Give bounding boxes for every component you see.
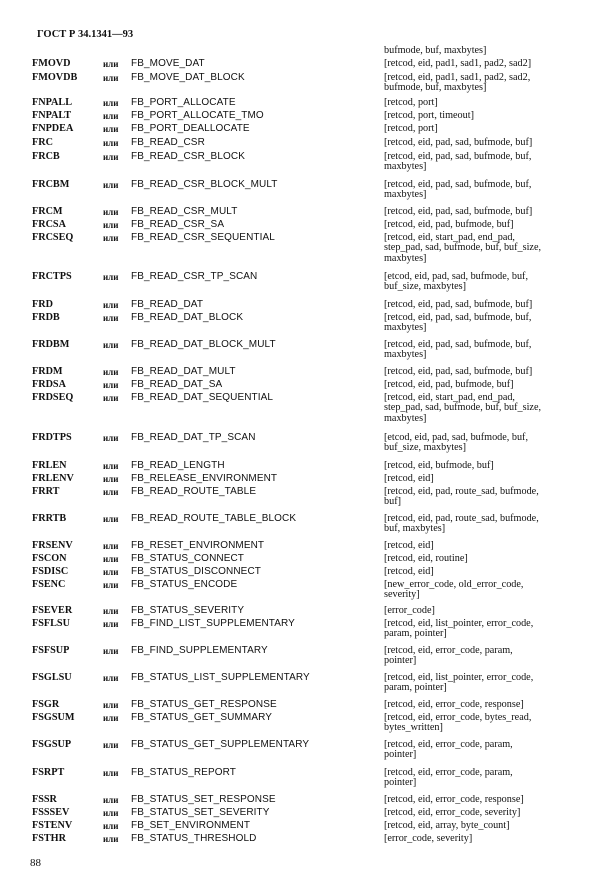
entry-param-line: maxbytes] (384, 349, 427, 361)
entry-code: FSDISC (32, 566, 69, 577)
entry-code: FRLEN (32, 460, 67, 471)
entry-param-line: bufmode, buf, maxbytes] (384, 82, 487, 94)
entry-conjunction: или (103, 233, 119, 243)
entry-param-line: [retcod, eid, error_code, response] (384, 699, 524, 710)
entry-params (384, 713, 584, 734)
entry-conjunction: или (103, 138, 119, 148)
entry-params (384, 619, 584, 640)
entry-param-line: [retcod, eid, list_pointer, error_code, (384, 618, 534, 629)
entry-code: FRRTB (32, 513, 67, 524)
entry-conjunction: или (103, 152, 119, 162)
entry-params (384, 474, 584, 484)
entry-params (384, 580, 584, 601)
entry-code: FRLENV (32, 473, 74, 484)
entry-function-name: FB_STATUS_LIST_SUPPLEMENTARY (131, 672, 310, 683)
entry-param-line: maxbytes] (384, 412, 427, 424)
entry-function-name: FB_READ_CSR_MULT (131, 206, 238, 217)
entry-code: FSCON (32, 553, 67, 564)
entry-conjunction: или (103, 567, 119, 577)
entry-params (384, 673, 584, 694)
entry-param-line: [retcod, eid, pad, sad, bufmode, buf] (384, 206, 533, 217)
entry-param-line: bufmode, buf, maxbytes] (384, 45, 487, 56)
entry-param-line: [retcod, eid, routine] (384, 553, 468, 564)
entry-param-line: step_pad, sad, bufmode, buf, buf_size, (384, 242, 542, 254)
entry-params (384, 646, 584, 667)
entry-conjunction: или (103, 580, 119, 590)
entry-params (384, 272, 584, 293)
entry-param-line: [retcod, eid, pad, route_sad, bufmode, (384, 486, 539, 497)
entry-param-line: bytes_written] (384, 722, 443, 734)
entry-conjunction: или (103, 59, 119, 69)
entry-params (384, 461, 584, 471)
entry-function-name: FB_RESET_ENVIRONMENT (131, 540, 265, 551)
entry-param-line: maxbytes] (384, 322, 427, 334)
entry-function-name: FB_STATUS_THRESHOLD (131, 833, 257, 844)
entry-code: FSGSUP (32, 739, 72, 750)
entry-function-name: FB_READ_DAT_BLOCK (131, 312, 244, 323)
entry-conjunction: или (103, 474, 119, 484)
entry-function-name: FB_PORT_ALLOCATE_TMO (131, 110, 264, 121)
entry-param-line: [retcod, eid, pad, sad, bufmode, buf, (384, 151, 532, 162)
entry-param-line: [retcod, eid, list_pointer, error_code, (384, 672, 534, 683)
entry-param-line: [retcod, eid, pad1, sad1, pad2, sad2, (384, 72, 531, 83)
entry-params (384, 834, 584, 844)
entry-conjunction: или (103, 619, 119, 629)
entry-params (384, 821, 584, 831)
entry-param-line: [retcod, eid] (384, 540, 434, 551)
entry-conjunction: или (103, 313, 119, 323)
entry-function-name: FB_READ_DAT_SA (131, 379, 223, 390)
entry-param-line: [retcod, eid, pad, bufmode, buf] (384, 379, 514, 390)
entry-function-name: FB_READ_DAT (131, 299, 204, 310)
entry-code: FSSSEV (32, 807, 70, 818)
entry-param-line: buf] (384, 496, 401, 508)
entry-params (384, 567, 584, 577)
entry-param-line: pointer] (384, 777, 417, 789)
entry-conjunction: или (103, 700, 119, 710)
entry-param-line: [retcod, eid, pad, sad, bufmode, buf, (384, 312, 532, 323)
entry-function-name: FB_STATUS_SET_RESPONSE (131, 794, 276, 805)
entry-function-name: FB_READ_ROUTE_TABLE_BLOCK (131, 513, 297, 524)
entry-code: FSENC (32, 579, 66, 590)
entry-function-name: FB_STATUS_GET_RESPONSE (131, 699, 277, 710)
entry-param-line: [retcod, eid, bufmode, buf] (384, 460, 494, 471)
entry-param-line: [retcod, eid, array, byte_count] (384, 820, 510, 831)
entry-params (384, 98, 584, 108)
entry-param-line: [retcod, port] (384, 123, 438, 134)
entry-code: FRRT (32, 486, 60, 497)
entry-code: FRDSA (32, 379, 66, 390)
entry-conjunction: или (103, 180, 119, 190)
entry-param-line: [error_code, severity] (384, 833, 473, 844)
entry-param-line: [new_error_code, old_error_code, (384, 579, 524, 590)
entry-conjunction: или (103, 300, 119, 310)
entry-function-name: FB_PORT_DEALLOCATE (131, 123, 250, 134)
entry-param-line: [retcod, port, timeout] (384, 110, 474, 121)
entry-conjunction: или (103, 713, 119, 723)
entry-code: FRDSEQ (32, 392, 74, 403)
entry-conjunction: или (103, 367, 119, 377)
entry-function-name: FB_STATUS_REPORT (131, 767, 236, 778)
entry-code: FSTHR (32, 833, 66, 844)
entry-param-line: buf, maxbytes] (384, 523, 446, 535)
entry-params (384, 808, 584, 818)
entry-conjunction: или (103, 740, 119, 750)
entry-function-name: FB_READ_DAT_MULT (131, 366, 236, 377)
entry-conjunction: или (103, 433, 119, 443)
entry-code: FSGR (32, 699, 60, 710)
entry-code: FSEVER (32, 605, 73, 616)
entry-code: FRDTPS (32, 432, 72, 443)
entry-params (384, 606, 584, 616)
entry-params (384, 795, 584, 805)
entry-param-line: pointer] (384, 749, 417, 761)
entry-conjunction: или (103, 487, 119, 497)
entry-function-name: FB_READ_DAT_BLOCK_MULT (131, 339, 276, 350)
entry-param-line: [retcod, eid, pad, sad, bufmode, buf] (384, 366, 533, 377)
entry-code: FNPDEA (32, 123, 74, 134)
entry-params (384, 207, 584, 217)
entry-param-line: param, pointer] (384, 682, 447, 694)
entry-code: FMOVDB (32, 72, 78, 83)
entry-code: FRCBM (32, 179, 70, 190)
entry-param-line: [retcod, eid, pad, sad, bufmode, buf] (384, 137, 533, 148)
entry-function-name: FB_STATUS_SET_SEVERITY (131, 807, 270, 818)
entry-function-name: FB_READ_ROUTE_TABLE (131, 486, 257, 497)
entry-function-name: FB_READ_CSR_SEQUENTIAL (131, 232, 275, 243)
entry-function-name: FB_READ_DAT_SEQUENTIAL (131, 392, 274, 403)
entry-params (384, 700, 584, 710)
entry-conjunction: или (103, 207, 119, 217)
entry-param-line: [retcod, eid, pad, bufmode, buf] (384, 219, 514, 230)
entry-conjunction: или (103, 272, 119, 282)
entry-code: FRDBM (32, 339, 70, 350)
entry-params (384, 367, 584, 377)
entry-conjunction: или (103, 673, 119, 683)
entry-params (384, 46, 584, 56)
entry-conjunction: или (103, 111, 119, 121)
entry-params (384, 514, 584, 535)
entry-param-line: [retcod, eid, start_pad, end_pad, (384, 392, 515, 403)
entry-conjunction: или (103, 646, 119, 656)
entry-params (384, 487, 584, 508)
entry-conjunction: или (103, 124, 119, 134)
entry-code: FRDB (32, 312, 60, 323)
entry-function-name: FB_FIND_LIST_SUPPLEMENTARY (131, 618, 295, 629)
entry-param-line: [retcod, eid, error_code, param, (384, 739, 513, 750)
entry-params (384, 768, 584, 789)
entry-conjunction: или (103, 808, 119, 818)
entry-conjunction: или (103, 73, 119, 83)
entry-code: FRCB (32, 151, 60, 162)
entry-params (384, 124, 584, 134)
entry-function-name: FB_READ_DAT_TP_SCAN (131, 432, 256, 443)
entry-function-name: FB_STATUS_GET_SUPPLEMENTARY (131, 739, 310, 750)
entry-code: FSFSUP (32, 645, 70, 656)
entry-params (384, 152, 584, 173)
entry-param-line: [retcod, eid] (384, 473, 434, 484)
entry-function-name: FB_READ_CSR_TP_SCAN (131, 271, 258, 282)
entry-conjunction: или (103, 393, 119, 403)
entry-function-name: FB_MOVE_DAT (131, 58, 205, 69)
entry-code: FSGLSU (32, 672, 72, 683)
entry-code: FNPALT (32, 110, 72, 121)
document-header: ГОСТ Р 34.1341—93 (37, 29, 134, 40)
entry-conjunction: или (103, 795, 119, 805)
entry-params (384, 433, 584, 454)
entry-param-line: [retcod, eid] (384, 566, 434, 577)
entry-param-line: pointer] (384, 655, 417, 667)
entry-params (384, 220, 584, 230)
entry-code: FSRPT (32, 767, 65, 778)
entry-params (384, 73, 584, 94)
entry-code: FSSR (32, 794, 57, 805)
entry-params (384, 554, 584, 564)
entry-conjunction: или (103, 606, 119, 616)
entry-params (384, 541, 584, 551)
entry-param-line: [retcod, eid, pad1, sad1, pad2, sad2] (384, 58, 532, 69)
entry-function-name: FB_READ_LENGTH (131, 460, 225, 471)
entry-code: FRCTPS (32, 271, 72, 282)
entry-param-line: [retcod, eid, error_code, bytes_read, (384, 712, 532, 723)
entry-function-name: FB_STATUS_DISCONNECT (131, 566, 261, 577)
entry-code: FRCSEQ (32, 232, 74, 243)
entry-param-line: [retcod, eid, start_pad, end_pad, (384, 232, 515, 243)
entry-conjunction: или (103, 380, 119, 390)
entry-conjunction: или (103, 461, 119, 471)
entry-code: FMOVD (32, 58, 71, 69)
entry-params (384, 340, 584, 361)
entry-conjunction: или (103, 554, 119, 564)
entry-param-line: buf_size, maxbytes] (384, 442, 467, 454)
entry-code: FRCM (32, 206, 63, 217)
entry-param-line: [retcod, eid, pad, route_sad, bufmode, (384, 513, 539, 524)
entry-code: FRD (32, 299, 53, 310)
entry-function-name: FB_FIND_SUPPLEMENTARY (131, 645, 268, 656)
entry-function-name: FB_READ_CSR_SA (131, 219, 225, 230)
entry-conjunction: или (103, 768, 119, 778)
entry-params (384, 138, 584, 148)
entry-params (384, 233, 584, 264)
entry-function-name: FB_PORT_ALLOCATE (131, 97, 236, 108)
entry-function-name: FB_SET_ENVIRONMENT (131, 820, 251, 831)
entry-conjunction: или (103, 220, 119, 230)
entry-params (384, 300, 584, 310)
entry-param-line: [retcod, port] (384, 97, 438, 108)
entry-code: FRSENV (32, 540, 73, 551)
entry-conjunction: или (103, 514, 119, 524)
entry-function-name: FB_READ_CSR_BLOCK_MULT (131, 179, 278, 190)
entry-param-line: [etcod, eid, pad, sad, bufmode, buf, (384, 271, 528, 282)
entry-code: FSTENV (32, 820, 73, 831)
page-number: 88 (30, 857, 41, 869)
entry-param-line: [retcod, eid, pad, sad, bufmode, buf, (384, 179, 532, 190)
entry-function-name: FB_MOVE_DAT_BLOCK (131, 72, 245, 83)
entry-code: FRDM (32, 366, 63, 377)
entry-params (384, 313, 584, 334)
entry-param-line: param, pointer] (384, 628, 447, 640)
entry-function-name: FB_STATUS_SEVERITY (131, 605, 245, 616)
entry-code: FRC (32, 137, 53, 148)
entry-conjunction: или (103, 821, 119, 831)
entry-param-line: [retcod, eid, error_code, param, (384, 767, 513, 778)
entry-conjunction: или (103, 340, 119, 350)
entry-param-line: [retcod, eid, pad, sad, bufmode, buf, (384, 339, 532, 350)
entry-params (384, 380, 584, 390)
entry-param-line: maxbytes] (384, 252, 427, 264)
entry-code: FSGSUM (32, 712, 75, 723)
entry-param-line: severity] (384, 589, 420, 601)
entry-param-line: [retcod, eid, pad, sad, bufmode, buf] (384, 299, 533, 310)
entry-params (384, 180, 584, 201)
entry-param-line: [retcod, eid, error_code, param, (384, 645, 513, 656)
entry-param-line: step_pad, sad, bufmode, buf, buf_size, (384, 402, 542, 414)
entry-code: FSFLSU (32, 618, 70, 629)
entry-function-name: FB_STATUS_CONNECT (131, 553, 245, 564)
entry-param-line: [retcod, eid, error_code, severity] (384, 807, 521, 818)
entry-params (384, 111, 584, 121)
entry-param-line: maxbytes] (384, 189, 427, 201)
entry-function-name: FB_STATUS_ENCODE (131, 579, 238, 590)
entry-conjunction: или (103, 98, 119, 108)
entry-conjunction: или (103, 541, 119, 551)
entry-params (384, 59, 584, 69)
entry-code: FNPALL (32, 97, 72, 108)
entry-params (384, 740, 584, 761)
entry-function-name: FB_STATUS_GET_SUMMARY (131, 712, 273, 723)
entry-param-line: maxbytes] (384, 161, 427, 173)
entry-param-line: [etcod, eid, pad, sad, bufmode, buf, (384, 432, 528, 443)
entry-params (384, 393, 584, 424)
entry-code: FRCSA (32, 219, 66, 230)
entry-conjunction: или (103, 834, 119, 844)
entry-function-name: FB_RELEASE_ENVIRONMENT (131, 473, 278, 484)
entry-param-line: buf_size, maxbytes] (384, 281, 467, 293)
entry-function-name: FB_READ_CSR_BLOCK (131, 151, 245, 162)
entry-param-line: [retcod, eid, error_code, response] (384, 794, 524, 805)
entry-param-line: [error_code] (384, 605, 435, 616)
entry-function-name: FB_READ_CSR (131, 137, 205, 148)
